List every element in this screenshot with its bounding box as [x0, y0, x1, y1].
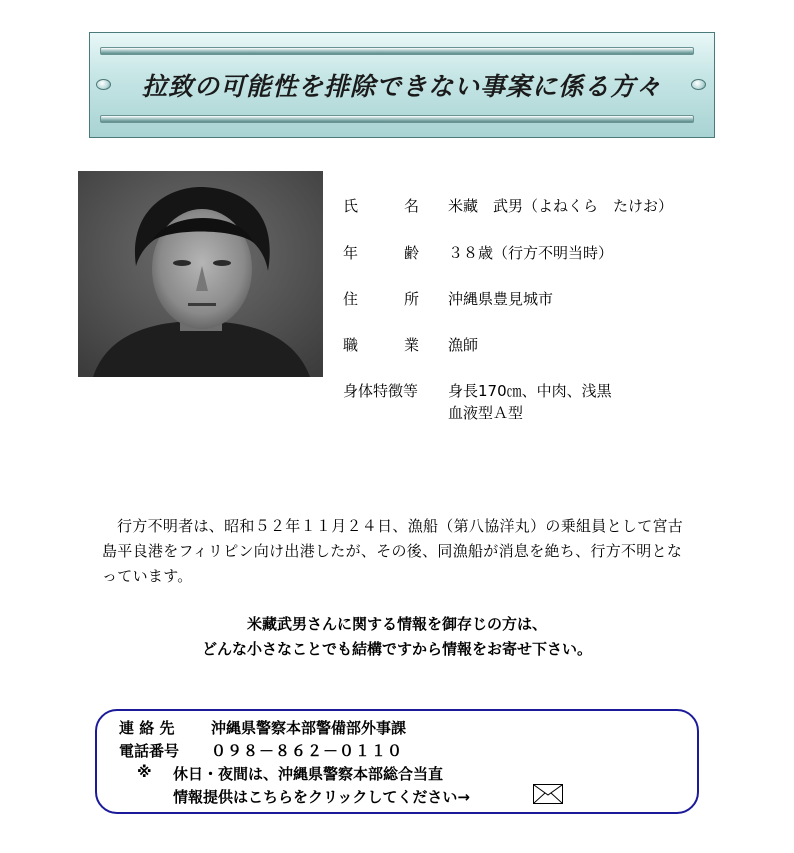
night-contact-note: 休日・夜間は、沖縄県警察本部総合当直 [173, 765, 444, 783]
label-features: 身体特徴等 [343, 382, 419, 400]
label-name [343, 195, 419, 216]
banner-bottom-rail [100, 115, 694, 123]
label-address-char-1: 住 [343, 290, 359, 308]
appeal-message [0, 612, 794, 662]
banner-top-rail [100, 47, 694, 55]
missing-person-photo [78, 171, 323, 377]
envelope-icon-graphic [534, 785, 562, 803]
label-age-char-1: 年 [343, 244, 359, 262]
phone-number: ０９８－８６２－０１１０ [211, 742, 404, 760]
value-blood-type: 血液型Ａ型 [448, 404, 524, 422]
label-name-char-1: 氏 [343, 197, 359, 215]
incident-description: 行方不明者は、昭和５２年１１月２４日、漁船（第八協洋丸）の乗組員として宮古島平良港をフィリピン向け出港したが、その後、同漁船が消息を絶ち、行方不明となっています。 [102, 517, 684, 585]
value-occupation: 漁師 [448, 336, 479, 354]
label-occupation-char-2: 業 [403, 336, 419, 354]
contact-box [95, 709, 699, 814]
phone-label: 電話番号 [119, 742, 180, 760]
value-address: 沖縄県豊見城市 [448, 290, 554, 308]
email-info-link[interactable]: 情報提供はこちらをクリックしてください→ [173, 788, 470, 806]
label-address [343, 288, 419, 309]
label-age-char-2: 齢 [403, 244, 419, 262]
label-name-char-2: 名 [403, 197, 419, 215]
label-occupation-char-1: 職 [343, 336, 359, 354]
appeal-line-2: どんな小さなことでも結構ですから情報をお寄せ下さい。 [201, 640, 592, 658]
page-title: 拉致の可能性を排除できない事案に係る方々 [141, 72, 662, 101]
value-name: 米藏 武男（よねくら たけお） [448, 197, 674, 215]
label-address-char-2: 所 [403, 290, 419, 308]
value-age: ３８歳（行方不明当時） [448, 244, 614, 262]
label-occupation [343, 334, 419, 355]
note-mark: ※ [137, 763, 152, 781]
envelope-icon[interactable] [533, 784, 563, 804]
portrait-image [78, 171, 323, 377]
appeal-line-1: 米藏武男さんに関する情報を御存じの方は、 [246, 615, 547, 633]
title-banner [89, 32, 715, 138]
banner-right-rivet [691, 79, 706, 90]
label-age [343, 242, 419, 263]
value-features: 身長170㎝、中肉、浅黒 [448, 382, 612, 400]
contact-department: 沖縄県警察本部警備部外事課 [211, 719, 407, 737]
contact-label: 連 絡 先 [119, 719, 175, 737]
